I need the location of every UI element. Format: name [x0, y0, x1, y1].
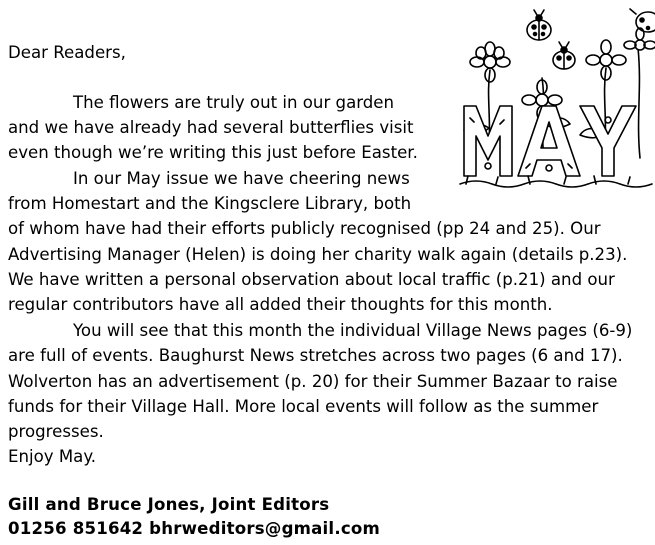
- body-line: We have written a personal observation about local traffic (p.21) and our: [8, 270, 615, 289]
- body-line: progresses.: [8, 422, 104, 441]
- signature: Gill and Bruce Jones, Joint Editors: [8, 495, 330, 514]
- may-flowers-illustration-icon: [456, 8, 655, 194]
- body-line: are full of events. Baughurst News stretches across two pages (6 and 17).: [8, 346, 623, 365]
- greeting: Dear Readers,: [8, 43, 126, 62]
- ladybird-icon: [527, 10, 551, 40]
- body-line: and we have already had several butterflies visit: [8, 118, 414, 137]
- ladybird-icon: [553, 42, 575, 69]
- body-line: The flowers are truly out in our garden: [73, 93, 395, 112]
- body-line: of whom have had their efforts publicly recognised (pp 24 and 25). Our: [8, 219, 601, 238]
- body-line: In our May issue we have cheering news: [73, 169, 410, 188]
- sign-off: Enjoy May.: [8, 447, 97, 466]
- contact-details: 01256 851642 bhrweditors@gmail.com: [8, 519, 380, 538]
- body-line: from Homestart and the Kingsclere Library, both: [8, 194, 412, 213]
- body-line: funds for their Village Hall. More local events will follow as the summer: [8, 397, 599, 416]
- body-line: Advertising Manager (Helen) is doing her charity walk again (details p.23).: [8, 245, 628, 264]
- body-line: Wolverton has an advertisement (p. 20) for their Summer Bazaar to raise: [8, 372, 618, 391]
- body-line: You will see that this month the individual Village News pages (6-9): [73, 321, 633, 340]
- body-line: even though we’re writing this just before Easter.: [8, 143, 418, 162]
- body-line: regular contributors have all added their thoughts for this month.: [8, 295, 553, 314]
